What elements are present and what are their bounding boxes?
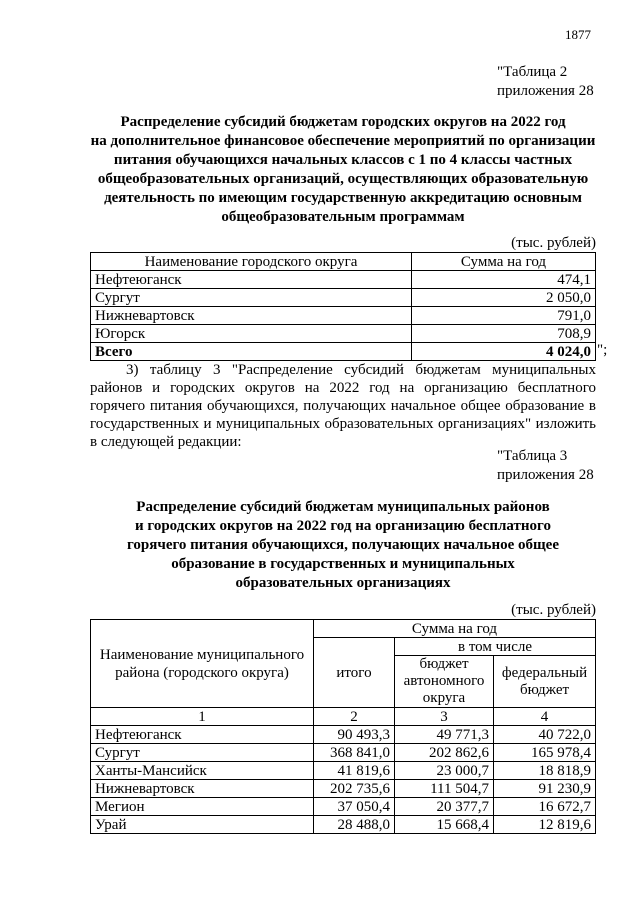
table2-cell-name: Сургут <box>91 289 412 307</box>
table3-cell-name: Мегион <box>91 798 314 816</box>
table3-header-total: итого <box>314 638 395 708</box>
table2-caption-line2: приложения 28 <box>497 83 594 99</box>
table3-colnum-row <box>91 708 596 726</box>
table3-caption <box>497 447 594 485</box>
table-row <box>91 325 596 343</box>
table-row <box>91 780 596 798</box>
table3-header-name: Наименование муниципального района (городского округа) <box>91 620 314 708</box>
table2-caption <box>497 63 594 101</box>
table2-title-line: общеобразовательным программам <box>221 209 465 225</box>
table3-header-row <box>91 620 596 638</box>
table2-total-row <box>91 343 596 361</box>
table3-title-line: и городских округов на 2022 год на организацию бесплатного <box>135 518 551 534</box>
table3-cell-regional: 49 771,3 <box>395 726 494 744</box>
table3-cell-regional: 202 862,6 <box>395 744 494 762</box>
table3-cell-total: 28 488,0 <box>314 816 395 834</box>
table3-cell-regional: 111 504,7 <box>395 780 494 798</box>
table3-cell-federal: 165 978,4 <box>494 744 596 762</box>
table3-caption-line2: приложения 28 <box>497 467 594 483</box>
table3-colnum: 2 <box>314 708 395 726</box>
table3-cell-federal: 16 672,7 <box>494 798 596 816</box>
table2-cell-name: Нижневартовск <box>91 307 412 325</box>
table-row <box>91 816 596 834</box>
table3-cell-name: Нижневартовск <box>91 780 314 798</box>
table3-cell-regional: 20 377,7 <box>395 798 494 816</box>
table2-title-line: на дополнительное финансовое обеспечение мероприятий по организации <box>90 133 596 149</box>
table2-total-label: Всего <box>91 343 412 361</box>
table2-caption-line1: "Таблица 2 <box>497 64 568 80</box>
table3-header-including: в том числе <box>395 638 596 656</box>
table2-cell-sum: 474,1 <box>412 271 596 289</box>
table3-colnum: 1 <box>91 708 314 726</box>
table2-title-line: Распределение субсидий бюджетам городских округов на 2022 год <box>120 114 566 130</box>
table2-closing-quote: "; <box>597 342 608 358</box>
table3-cell-name: Сургут <box>91 744 314 762</box>
table2-header-name: Наименование городского округа <box>91 253 412 271</box>
table3-header-federal: федеральный бюджет <box>494 656 596 708</box>
table3-units: (тыс. рублей) <box>511 602 596 618</box>
table2 <box>90 252 596 361</box>
table3-title <box>90 498 596 593</box>
table3-colnum: 3 <box>395 708 494 726</box>
table3-cell-federal: 40 722,0 <box>494 726 596 744</box>
table3-cell-total: 90 493,3 <box>314 726 395 744</box>
table2-title <box>90 113 596 227</box>
table-row <box>91 271 596 289</box>
table2-cell-sum: 2 050,0 <box>412 289 596 307</box>
table-row <box>91 726 596 744</box>
table3-cell-name: Ханты-Мансийск <box>91 762 314 780</box>
table2-title-line: общеобразовательных организаций, осуществляющих образовательную <box>97 171 589 187</box>
table2-cell-sum: 791,0 <box>412 307 596 325</box>
table2-header-row <box>91 253 596 271</box>
table2-cell-name: Нефтеюганск <box>91 271 412 289</box>
table-row <box>91 798 596 816</box>
table2-cell-sum: 708,9 <box>412 325 596 343</box>
table3-title-line: Распределение субсидий бюджетам муниципальных районов <box>136 499 550 515</box>
table3-header-sum: Сумма на год <box>314 620 596 638</box>
table-row <box>91 307 596 325</box>
table3-cell-regional: 15 668,4 <box>395 816 494 834</box>
table3-cell-federal: 91 230,9 <box>494 780 596 798</box>
table3-title-line: образовательных организациях <box>235 575 451 591</box>
table2-header-sum: Сумма на год <box>412 253 596 271</box>
table-row <box>91 289 596 307</box>
table3-cell-total: 41 819,6 <box>314 762 395 780</box>
table3-cell-total: 368 841,0 <box>314 744 395 762</box>
table3-cell-name: Нефтеюганск <box>91 726 314 744</box>
page-number: 1877 <box>565 27 591 42</box>
table2-total-sum: 4 024,0 <box>412 343 596 361</box>
table2-title-line: питания обучающихся начальных классов с 1 по 4 классы частных <box>113 152 573 168</box>
table3-caption-line1: "Таблица 3 <box>497 448 568 464</box>
table3-cell-total: 37 050,4 <box>314 798 395 816</box>
table3-cell-federal: 18 818,9 <box>494 762 596 780</box>
amendment-paragraph: 3) таблицу 3 "Распределение субсидий бюджетам муниципальных районов и городских округов на 2022 год на организацию бесплатного горячего питания обучающихся, получающих начальное общее образование в государственных и муниципальных образовательных организациях" изложить в следующей редакции: <box>90 362 596 450</box>
table3-cell-total: 202 735,6 <box>314 780 395 798</box>
table3-title-line: горячего питания обучающихся, получающих начальное общее <box>126 537 560 553</box>
table2-units: (тыс. рублей) <box>511 235 596 251</box>
table3-colnum: 4 <box>494 708 596 726</box>
table-row <box>91 744 596 762</box>
table3 <box>90 619 596 834</box>
table3-cell-federal: 12 819,6 <box>494 816 596 834</box>
table3-cell-name: Урай <box>91 816 314 834</box>
table3-header-regional: бюджет автономного округа <box>395 656 494 708</box>
table-row <box>91 762 596 780</box>
table2-cell-name: Югорск <box>91 325 412 343</box>
table2-title-line: деятельность по имеющим государственную аккредитацию основным <box>104 190 582 206</box>
table3-title-line: образование в государственных и муниципальных <box>171 556 515 572</box>
table3-cell-regional: 23 000,7 <box>395 762 494 780</box>
